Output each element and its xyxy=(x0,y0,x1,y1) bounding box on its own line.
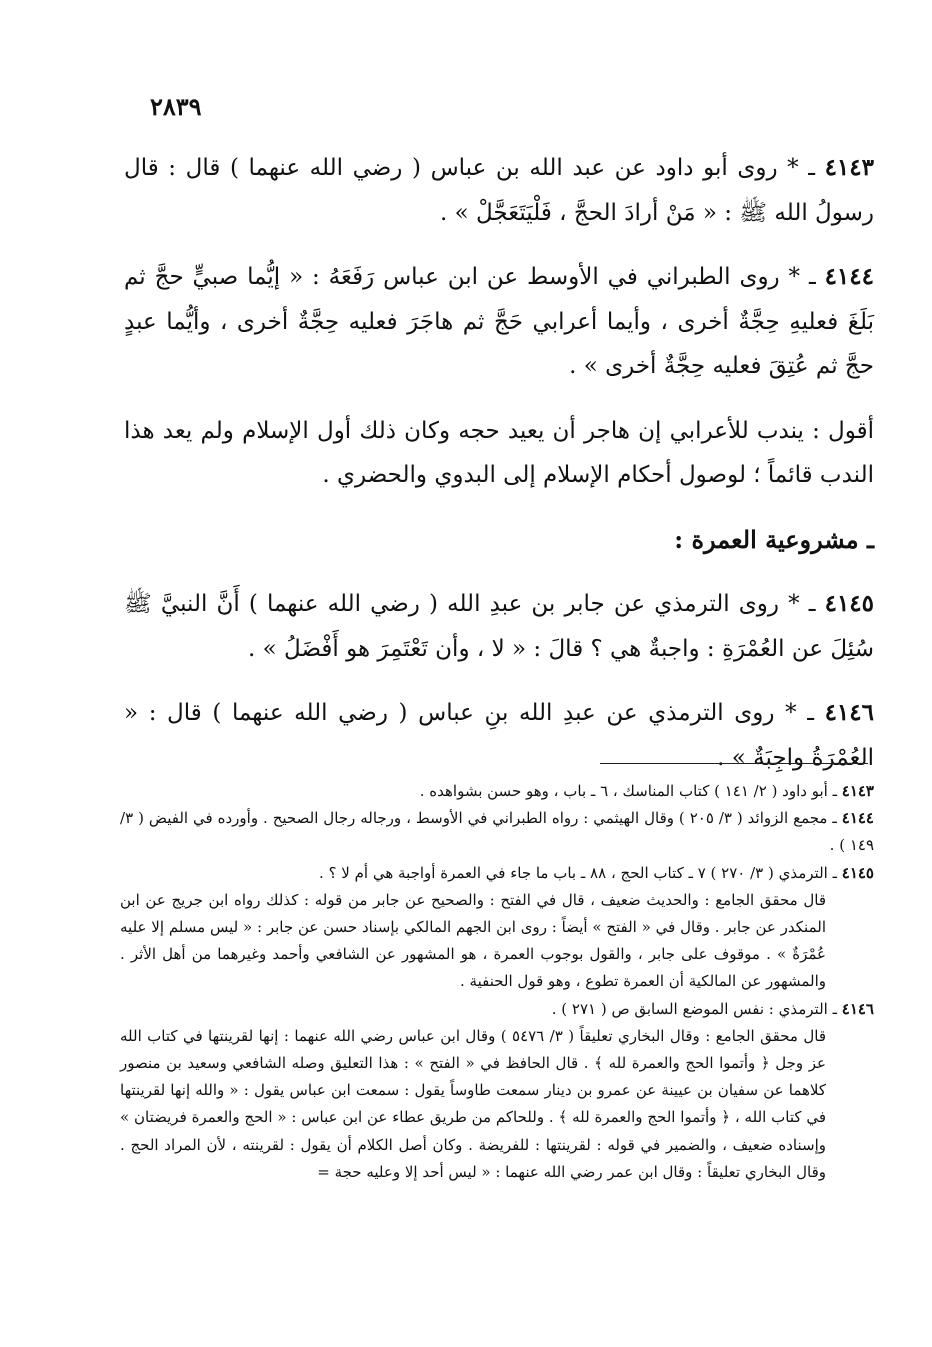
hadith-entry xyxy=(124,146,874,235)
hadith-text: ـ * روى الترمذي عن جابر بن عبدِ الله ( رضي الله عنهما ) أَنَّ النبيَّ ﷺ سُئِلَ عن العُمْرَةِ : واجبةٌ هي ؟ قالَ : « لا ، وأن تَعْتَمِرَ هو أَفْضَلُ » . xyxy=(124,591,874,662)
footnote xyxy=(120,805,874,859)
section-heading: ـ مشروعية العمرة : xyxy=(674,524,874,554)
hadith-entry xyxy=(124,582,874,671)
hadith-entry xyxy=(124,691,874,780)
footnote-number: ٤١٤٦ xyxy=(841,999,874,1018)
footnotes xyxy=(120,778,874,1186)
footnote-commentary: قال محقق الجامع : والحديث ضعيف ، قال في الفتح : والصحيح عن جابر من قوله : كذلك رواه ابن جريج عن ابن المنكدر عن جابر . وقال في « الفتح » أيضاً : روى ابن الجهم المالكي بإسناد حسن عن جابر : « ليس مسلم إلا عليه عُمْرَةٌ » . موقوف على جابر ، والقول بوجوب العمرة ، هو المشهور عن الشافعي وأحمد وغيرهما من أهل الأثر . والمشهور عن المالكية أن العمرة تطوع ، وهو قول الحنفية . xyxy=(120,890,826,991)
footnote xyxy=(120,778,874,805)
footnote-number: ٤١٤٥ xyxy=(841,863,874,882)
footnote-number: ٤١٤٤ xyxy=(841,809,874,828)
hadith-entry xyxy=(124,255,874,389)
hadith-number: ٤١٤٥ xyxy=(824,590,875,617)
footnote-text: ـ مجمع الزوائد ( ٣/ ٢٠٥ ) وقال الهيثمي : رواه الطبراني في الأوسط ، ورجاله رجال الصحيح . وأورده في الفيض ( ٣/ ١٤٩ ) . xyxy=(120,809,874,855)
hadith-text: ـ * روى الترمذي عن عبدِ الله بنِ عباس ( رضي الله عنهما ) قال : « العُمْرَةُ واجِبَةٌ » . xyxy=(124,700,874,771)
page-number: ٢٨٣٩ xyxy=(150,92,202,121)
hadith-number: ٤١٤٤ xyxy=(824,263,874,290)
footnote xyxy=(120,996,874,1023)
hadith-text: ـ * روى الطبراني في الأوسط عن ابن عباس رَفَعَهُ : « إيُّما صبيٍّ حجَّ ثم بَلَغَ فعليهِ حِجَّةٌ أخرى ، وأيما أعرابي حَجَّ ثم هاجَرَ فعليه حِجَّةٌ أخرى ، وأيُّما عبدٍ حجَّ ثم عُتِقَ فعليه حِجَّةٌ أخرى » . xyxy=(124,264,874,379)
hadith-number: ٤١٤٣ xyxy=(824,154,874,181)
author-comment: أقول : يندب للأعرابي إن هاجر أن يعيد حجه وكان ذلك أول الإسلام ولم يعد هذا الندب قائماً ؛ لوصول أحكام الإسلام إلى البدوي والحضري . xyxy=(124,417,874,488)
main-text xyxy=(124,146,874,800)
hadith-text: ـ * روى أبو داود عن عبد الله بن عباس ( رضي الله عنهما ) قال : قال رسولُ الله ﷺ : « مَنْ أرادَ الحجَّ ، فَلْيَتَعَجَّلْ » . xyxy=(124,155,874,226)
footnote-text: ـ الترمذي ( ٣/ ٢٧٠ ) ٧ ـ كتاب الحج ، ٨٨ ـ باب ما جاء في العمرة أواجبة هي أم لا ؟ . xyxy=(319,863,837,882)
footnote xyxy=(120,860,874,887)
footnote-text: ـ أبو داود ( ٢/ ١٤١ ) كتاب المناسك ، ٦ ـ باب ، وهو حسن بشواهده . xyxy=(419,782,837,800)
footnote-number: ٤١٤٣ xyxy=(841,782,874,800)
footnote-commentary: قال محقق الجامع : وقال البخاري تعليقاً ( ٣/ ٥٤٧٦ ) وقال ابن عباس رضي الله عنهما : إنها لقرينتها في كتاب الله عز وجل ﴿ وأتموا الحج والعمرة لله ﴾ . قال الحافظ في « الفتح » : هذا التعليق وصله الشافعي وسعيد بن منصور كلاهما عن سفيان بن عيينة عن عمرو بن دينار سمعت طاوساً يقول : سمعت ابن عباس يقول : « والله إنها لقرينتها في كتاب الله ، ﴿ وأتموا الحج والعمرة لله ﴾ . وللحاكم من طريق عطاء عن ابن عباس : « الحج والعمرة فريضتان » وإسناده ضعيف ، والضمير في قوله : لقرينتها : للفريضة . وكان أصل الكلام أن يقول : لقرينته ، لأن المراد الحج . وقال البخاري تعليقاً : وقال ابن عمر رضي الله عنهما : « ليس أحد إلا وعليه حجة = xyxy=(120,1026,826,1181)
hadith-number: ٤١٤٦ xyxy=(824,699,874,726)
footnote-text: ـ الترمذي : نفس الموضع السابق ص ( ٢٧١ ) . xyxy=(551,999,837,1018)
footnote-divider xyxy=(600,763,868,764)
